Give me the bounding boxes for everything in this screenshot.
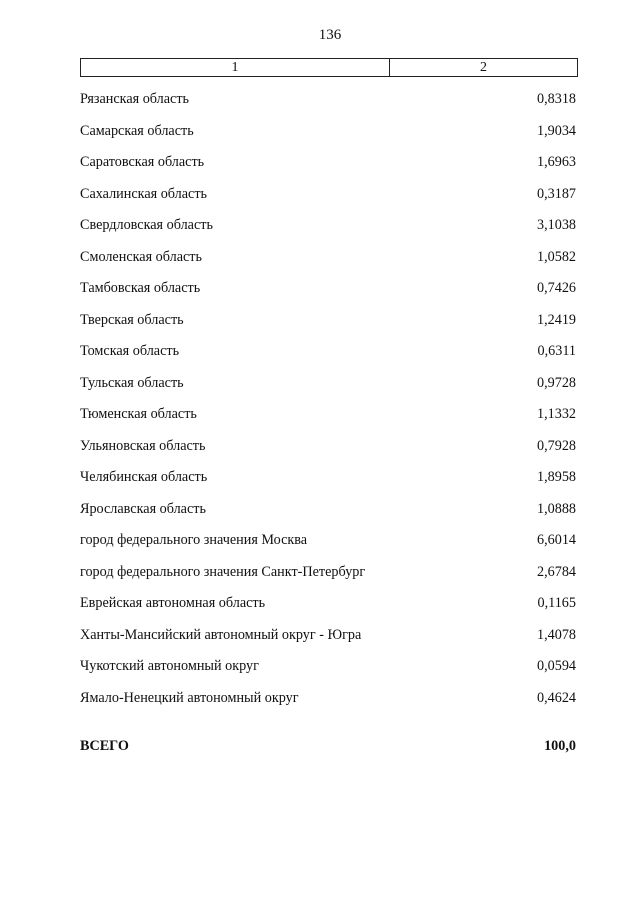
region-value: 3,1038: [536, 217, 576, 233]
region-value: 0,7928: [536, 437, 576, 454]
region-name: Рязанская область: [80, 91, 190, 107]
region-name: Тульская область: [80, 374, 184, 391]
table-row: [80, 87, 576, 119]
region-value: 1,2419: [536, 311, 576, 328]
total-label: ВСЕГО: [80, 738, 129, 754]
table-row: [80, 245, 576, 277]
table-row: [80, 654, 576, 686]
table-row: [80, 402, 576, 434]
table-row: [80, 528, 576, 560]
region-value: 1,6963: [536, 154, 576, 170]
table-row: [80, 276, 576, 308]
table-row: [80, 434, 576, 466]
table-row: [80, 150, 576, 182]
region-value: 0,8318: [536, 91, 576, 107]
region-name: Ярославская область: [80, 500, 206, 517]
region-name: город федерального значения Санкт-Петербург: [80, 563, 366, 580]
region-name: Чукотский автономный округ: [80, 658, 259, 674]
table-row: [80, 119, 576, 151]
page-number: 136: [318, 27, 342, 43]
region-value: 1,4078: [536, 626, 576, 643]
table-row: [80, 182, 576, 214]
table-header: [80, 58, 578, 77]
region-value: 1,8958: [536, 469, 576, 485]
region-value: 1,9034: [536, 122, 576, 139]
region-value: 6,6014: [536, 532, 576, 548]
table-row: [80, 213, 576, 245]
region-name: Свердловская область: [80, 217, 213, 233]
region-name: Тамбовская область: [80, 280, 201, 296]
region-value: 0,0594: [536, 658, 576, 674]
region-value: 1,1332: [536, 406, 576, 422]
region-name: Тверская область: [80, 311, 184, 328]
region-name: Смоленская область: [80, 248, 202, 265]
region-value: 0,3187: [536, 185, 576, 202]
region-value: 0,9728: [536, 374, 576, 391]
table-row: [80, 560, 576, 592]
table-row: [80, 591, 576, 623]
column-header-2: 2: [480, 60, 487, 75]
region-name: Ульяновская область: [80, 437, 206, 454]
region-value: 2,6784: [536, 563, 576, 580]
region-name: Еврейская автономная область: [80, 595, 266, 611]
table-row: [80, 308, 576, 340]
region-name: город федерального значения Москва: [80, 532, 308, 548]
region-value: 1,0888: [536, 500, 576, 517]
table-row: [80, 339, 576, 371]
region-value: 0,1165: [537, 595, 576, 611]
total-row: [80, 734, 576, 758]
table-row: [80, 465, 576, 497]
region-name: Томская область: [80, 343, 180, 359]
table-row: [80, 686, 576, 718]
table-row: [80, 497, 576, 529]
region-value: 0,4624: [536, 689, 576, 706]
table-row: [80, 623, 576, 655]
region-name: Сахалинская область: [80, 185, 208, 202]
region-value: 0,7426: [536, 280, 576, 296]
region-value: 0,6311: [537, 343, 576, 359]
region-name: Ханты-Мансийский автономный округ - Югра: [80, 626, 362, 643]
region-name: Саратовская область: [80, 154, 205, 170]
column-header-1: 1: [81, 59, 390, 76]
region-name: Тюменская область: [80, 406, 197, 422]
total-value: 100,0: [544, 738, 576, 754]
table-body: [80, 87, 576, 717]
table-row: [80, 371, 576, 403]
region-name: Самарская область: [80, 122, 194, 139]
region-name: Ямало-Ненецкий автономный округ: [80, 689, 299, 706]
region-value: 1,0582: [536, 248, 576, 265]
region-name: Челябинская область: [80, 469, 208, 485]
